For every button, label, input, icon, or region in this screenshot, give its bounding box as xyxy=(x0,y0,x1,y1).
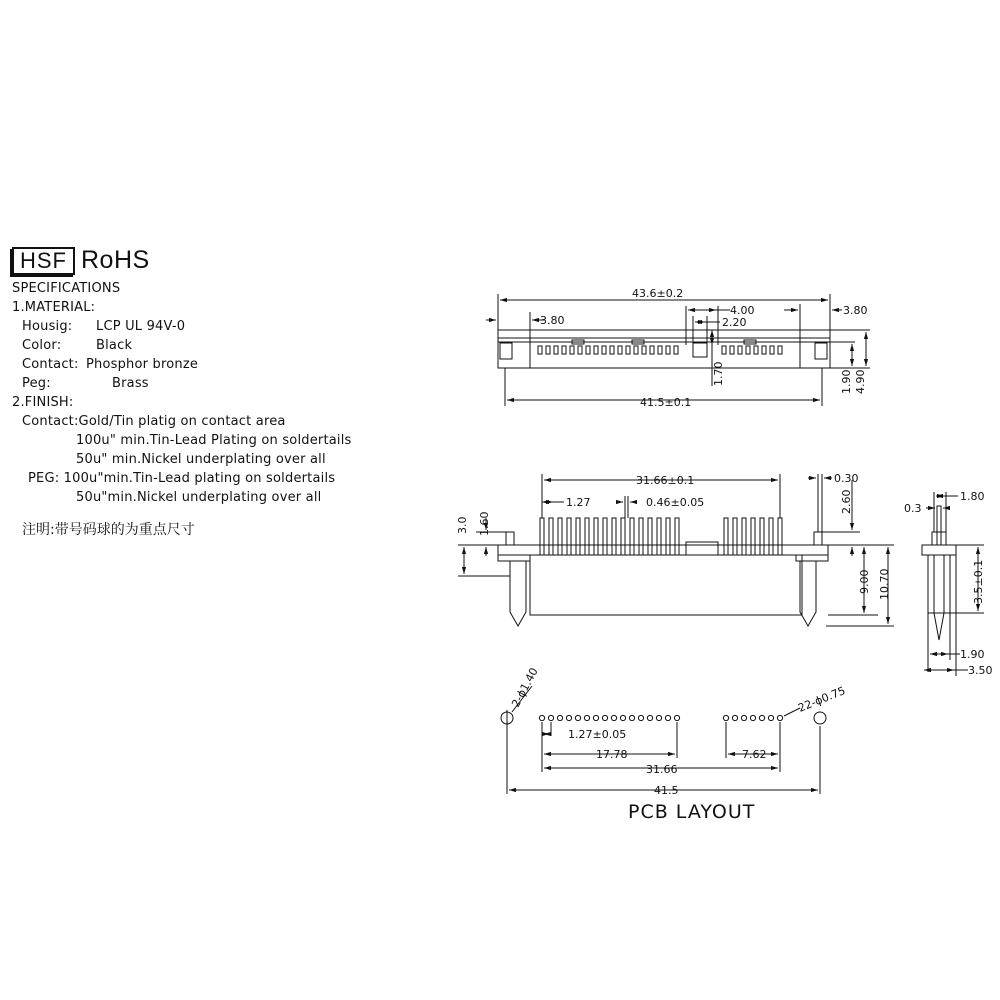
dim-0-3: 0.3 xyxy=(904,502,922,515)
contact-label: Contact: xyxy=(22,357,79,372)
dim-41-5: 41.5±0.1 xyxy=(640,396,692,409)
spec-heading: SPECIFICATIONS xyxy=(12,281,121,296)
dim-2-hole-1-40: 2-ϕ1.40 xyxy=(509,665,541,710)
dim-4-90: 4.90 xyxy=(854,369,867,394)
hsf-brand: HSF xyxy=(12,247,75,275)
contact-value: Phosphor bronze xyxy=(86,357,199,372)
dim-0-46: 0.46±0.05 xyxy=(646,496,705,509)
dim-pcb-1-27: 1.27±0.05 xyxy=(568,728,627,741)
dim-top-left-3-80: 3.80 xyxy=(540,314,565,327)
dim-43-6: 43.6±0.2 xyxy=(632,287,684,300)
finish-peg-1: PEG: 100u"min.Tin-Lead plating on soldertails xyxy=(28,471,336,486)
dim-pcb-31-66: 31.66 xyxy=(646,763,678,776)
finish-contact-2: 100u" min.Tin-Lead Plating on soldertails xyxy=(76,433,352,448)
dim-9-00: 9.00 xyxy=(858,569,871,594)
dim-top-right-3-80: 3.80 xyxy=(843,304,868,317)
material-title: 1.MATERIAL: xyxy=(12,300,96,315)
peg-value: Brass xyxy=(112,376,149,391)
dim-1-70: 1.70 xyxy=(712,361,725,386)
pcb-layout xyxy=(501,686,826,794)
dim-2-20: 2.20 xyxy=(722,316,747,329)
dim-1-27: 1.27 xyxy=(566,496,591,509)
rohs-label: RoHS xyxy=(81,246,150,274)
key-dimension-note: 注明:带号码球的为重点尺寸 xyxy=(22,522,195,538)
finish-title: 2.FINISH: xyxy=(12,395,74,410)
dim-22-hole-0-75: 22-ϕ0.75 xyxy=(796,684,848,715)
finish-contact-3: 50u" min.Nickel underplating over all xyxy=(76,452,326,467)
dim-4-00: 4.00 xyxy=(730,304,755,317)
pcb-layout-title: PCB LAYOUT xyxy=(628,801,756,823)
dim-3-5: 3.5±0.1 xyxy=(972,559,985,604)
dim-top-1-90: 1.90 xyxy=(840,369,853,394)
dim-7-62: 7.62 xyxy=(742,748,767,761)
finish-peg-2: 50u"min.Nickel underplating over all xyxy=(76,490,322,505)
top-view xyxy=(486,294,870,406)
dim-2-60: 2.60 xyxy=(840,489,853,514)
housing-label: Housig: xyxy=(22,319,73,334)
dim-3-0: 3.0 xyxy=(456,516,469,534)
housing-value: LCP UL 94V-0 xyxy=(96,319,186,334)
dim-17-78: 17.78 xyxy=(596,748,628,761)
finish-contact-1: Contact:Gold/Tin platig on contact area xyxy=(22,414,286,429)
peg-label: Peg: xyxy=(22,376,51,391)
dim-0-30: 0.30 xyxy=(834,472,859,485)
color-value: Black xyxy=(96,338,133,353)
dim-1-60: 1.60 xyxy=(478,511,491,536)
dim-side-1-90: 1.90 xyxy=(960,648,985,661)
dim-3-50: 3.50 xyxy=(968,664,993,677)
color-label: Color: xyxy=(22,338,62,353)
dim-31-66: 31.66±0.1 xyxy=(636,474,695,487)
dim-10-70: 10.70 xyxy=(878,568,891,600)
dim-pcb-41-5: 41.5 xyxy=(654,784,679,797)
dim-1-80: 1.80 xyxy=(960,490,985,503)
